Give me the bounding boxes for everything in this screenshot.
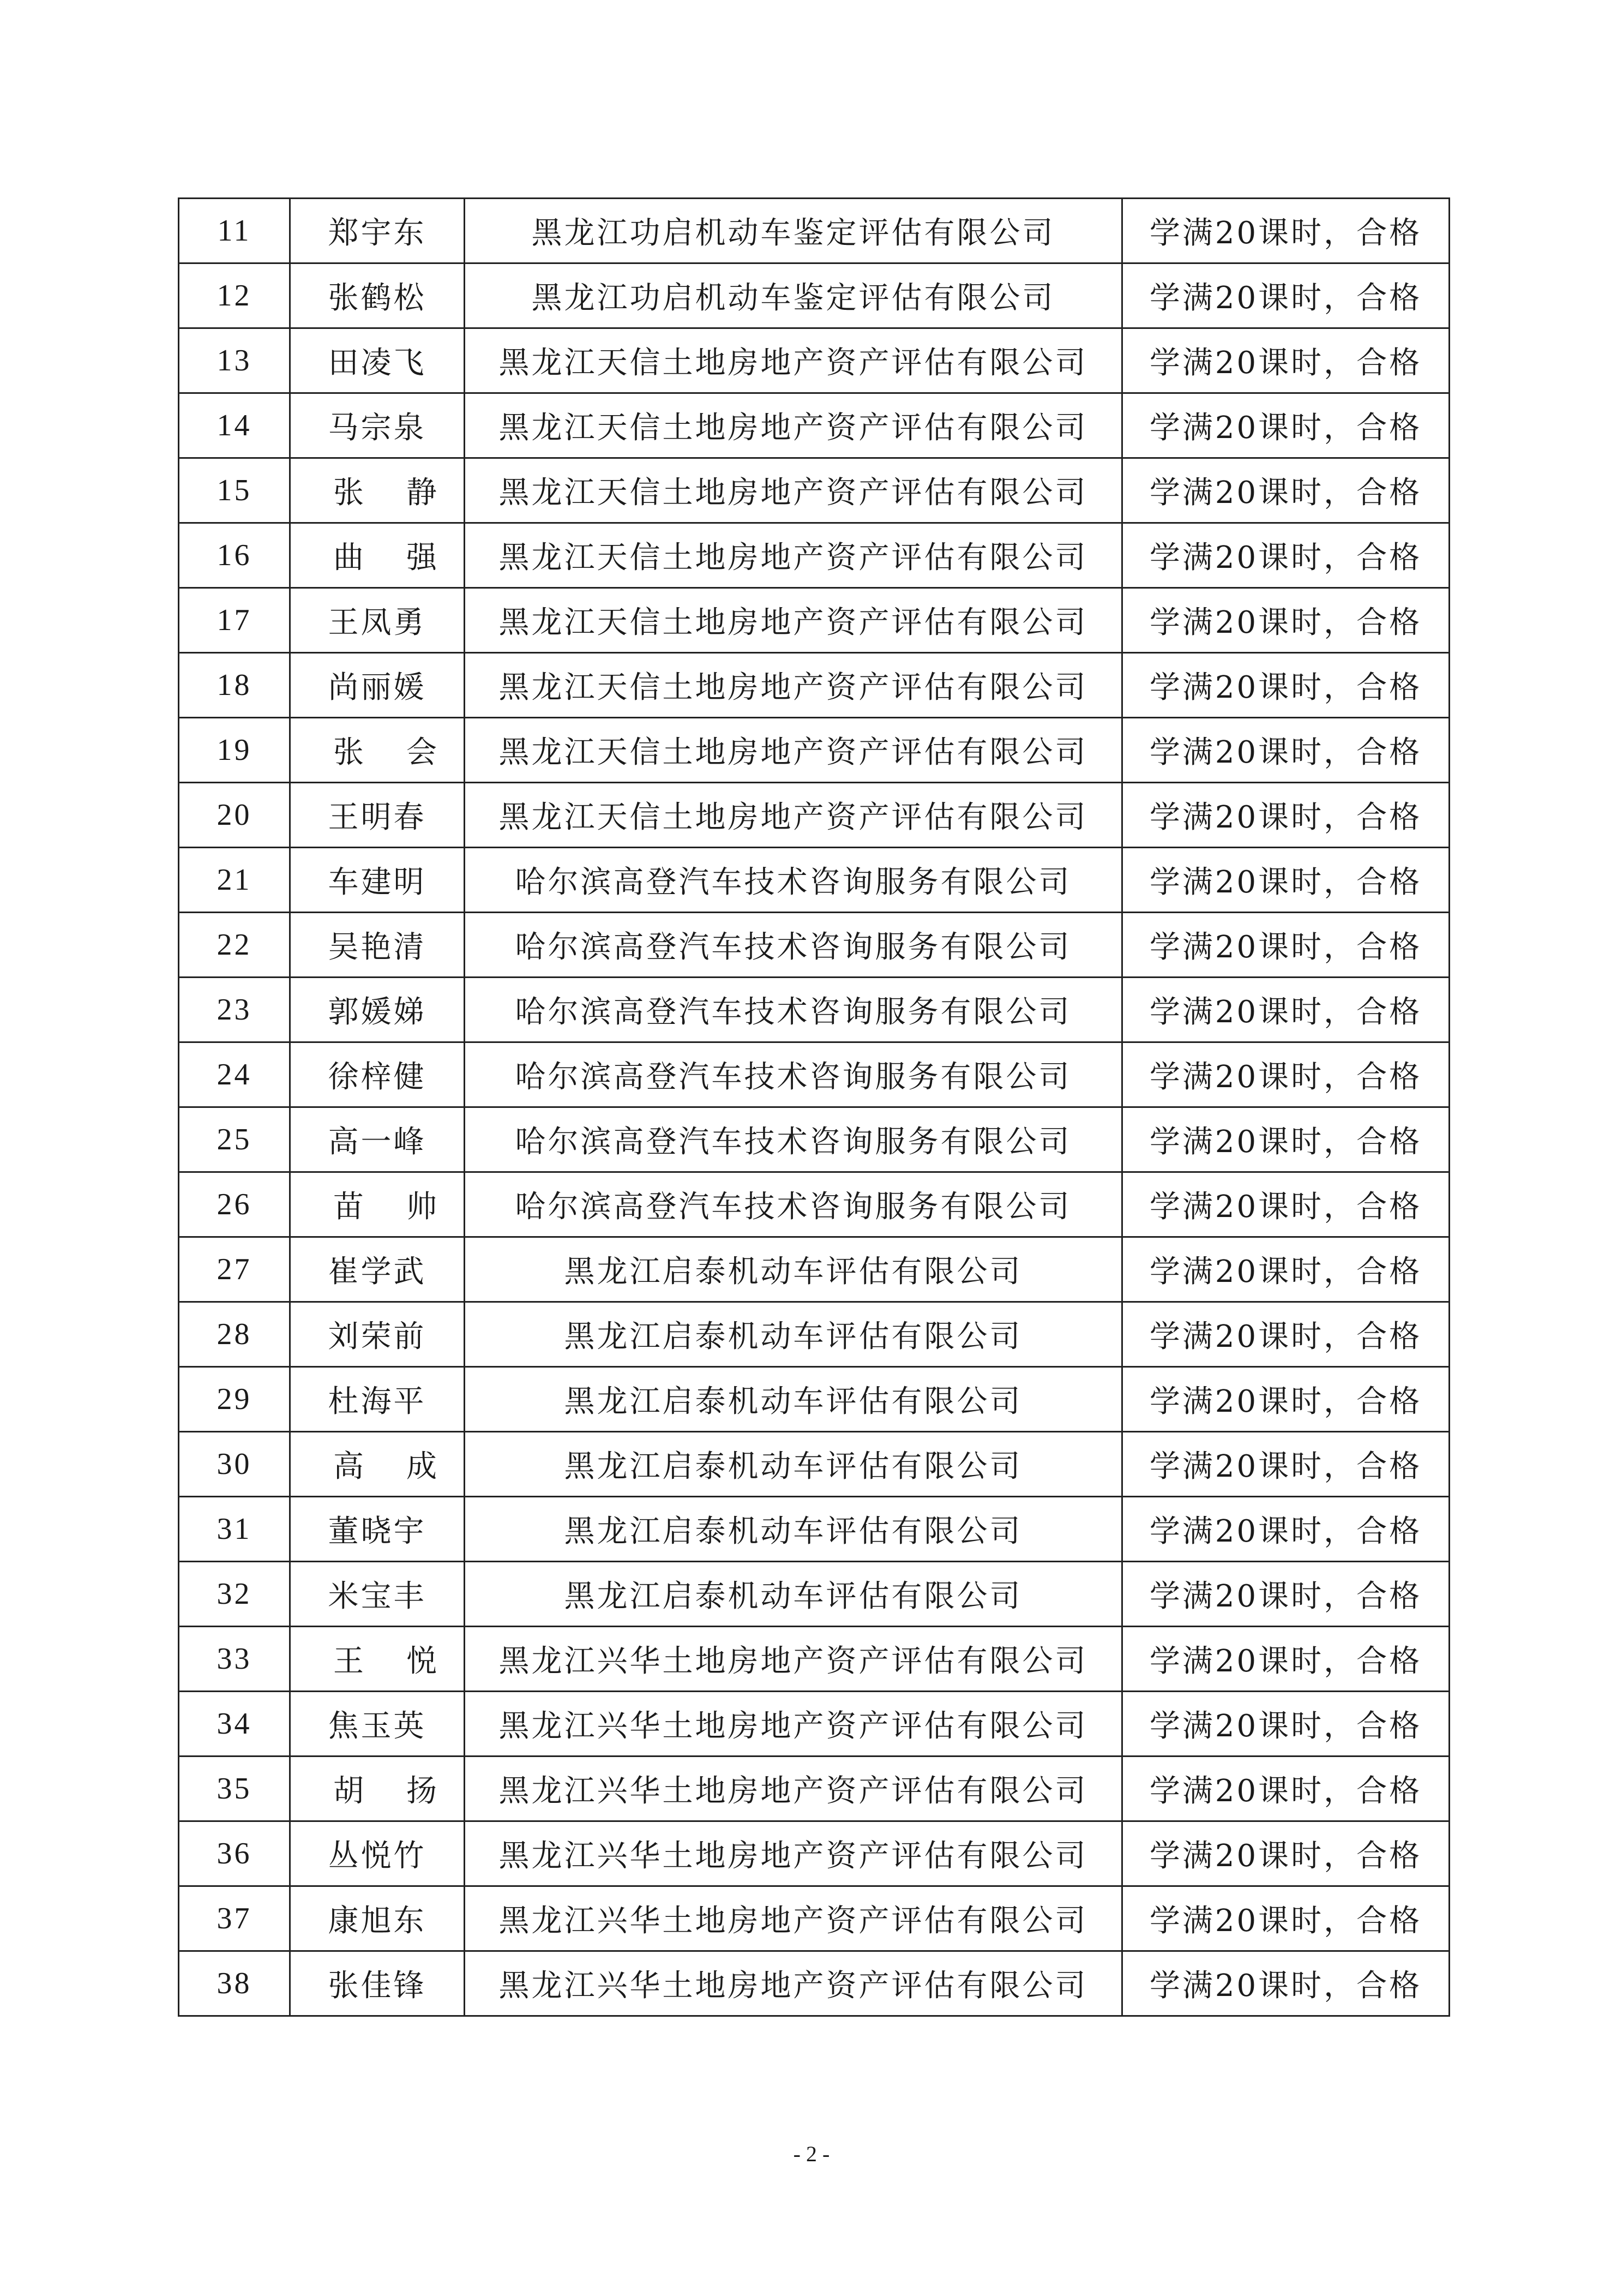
row-number-cell: 16 [179, 523, 290, 588]
organization-cell: 黑龙江天信土地房地产资产评估有限公司 [465, 783, 1122, 848]
trainee-name-cell: 王悦 [290, 1627, 465, 1692]
table-row [179, 913, 1450, 978]
organization-cell: 黑龙江天信土地房地产资产评估有限公司 [465, 588, 1122, 653]
training-status-cell: 学满20课时，合格 [1122, 1497, 1450, 1562]
table-row [179, 1757, 1450, 1821]
organization-cell: 黑龙江天信土地房地产资产评估有限公司 [465, 718, 1122, 783]
row-number-cell: 15 [179, 458, 290, 523]
row-number-cell: 33 [179, 1627, 290, 1692]
trainee-name-cell: 米宝丰 [290, 1562, 465, 1627]
trainee-name-cell: 曲强 [290, 523, 465, 588]
trainee-name-cell: 杜海平 [290, 1367, 465, 1432]
trainee-name-cell: 高成 [290, 1432, 465, 1497]
trainee-name-cell: 王明春 [290, 783, 465, 848]
table-row [179, 1821, 1450, 1886]
training-status-cell: 学满20课时，合格 [1122, 913, 1450, 978]
table-row [179, 1107, 1450, 1172]
table-row [179, 718, 1450, 783]
trainee-table [178, 197, 1450, 2017]
trainee-name-cell: 苗帅 [290, 1172, 465, 1237]
table-row [179, 1497, 1450, 1562]
trainee-name-cell: 车建明 [290, 848, 465, 913]
trainee-name-cell: 徐梓健 [290, 1042, 465, 1107]
table-row [179, 1432, 1450, 1497]
organization-cell: 黑龙江天信土地房地产资产评估有限公司 [465, 653, 1122, 718]
organization-cell: 黑龙江兴华土地房地产资产评估有限公司 [465, 1627, 1122, 1692]
row-number-cell: 17 [179, 588, 290, 653]
trainee-name-cell: 张静 [290, 458, 465, 523]
row-number-cell: 14 [179, 393, 290, 458]
organization-cell: 黑龙江启泰机动车评估有限公司 [465, 1237, 1122, 1302]
training-status-cell: 学满20课时，合格 [1122, 1302, 1450, 1367]
training-status-cell: 学满20课时，合格 [1122, 1107, 1450, 1172]
training-status-cell: 学满20课时，合格 [1122, 1237, 1450, 1302]
organization-cell: 黑龙江启泰机动车评估有限公司 [465, 1367, 1122, 1432]
organization-cell: 黑龙江天信土地房地产资产评估有限公司 [465, 393, 1122, 458]
organization-cell: 黑龙江兴华土地房地产资产评估有限公司 [465, 1886, 1122, 1951]
training-status-cell: 学满20课时，合格 [1122, 588, 1450, 653]
table-row [179, 1692, 1450, 1757]
trainee-name-cell: 吴艳清 [290, 913, 465, 978]
row-number-cell: 21 [179, 848, 290, 913]
organization-cell: 黑龙江功启机动车鉴定评估有限公司 [465, 263, 1122, 328]
trainee-name-cell: 郑宇东 [290, 199, 465, 263]
training-status-cell: 学满20课时，合格 [1122, 1886, 1450, 1951]
organization-cell: 黑龙江天信土地房地产资产评估有限公司 [465, 328, 1122, 393]
table-row [179, 1237, 1450, 1302]
training-status-cell: 学满20课时，合格 [1122, 1821, 1450, 1886]
table-row [179, 1172, 1450, 1237]
table-row [179, 1367, 1450, 1432]
training-status-cell: 学满20课时，合格 [1122, 1757, 1450, 1821]
organization-cell: 黑龙江兴华土地房地产资产评估有限公司 [465, 1757, 1122, 1821]
trainee-name-cell: 刘荣前 [290, 1302, 465, 1367]
trainee-name-cell: 董晓宇 [290, 1497, 465, 1562]
table-row [179, 978, 1450, 1042]
table-row [179, 1302, 1450, 1367]
table-row [179, 848, 1450, 913]
trainee-name-cell: 高一峰 [290, 1107, 465, 1172]
organization-cell: 黑龙江天信土地房地产资产评估有限公司 [465, 458, 1122, 523]
row-number-cell: 18 [179, 653, 290, 718]
trainee-name-cell: 田凌飞 [290, 328, 465, 393]
organization-cell: 哈尔滨高登汽车技术咨询服务有限公司 [465, 1042, 1122, 1107]
organization-cell: 黑龙江启泰机动车评估有限公司 [465, 1562, 1122, 1627]
organization-cell: 黑龙江兴华土地房地产资产评估有限公司 [465, 1692, 1122, 1757]
trainee-name-cell: 马宗泉 [290, 393, 465, 458]
trainee-name-cell: 张佳锋 [290, 1951, 465, 2016]
training-status-cell: 学满20课时，合格 [1122, 718, 1450, 783]
trainee-name-cell: 胡扬 [290, 1757, 465, 1821]
row-number-cell: 30 [179, 1432, 290, 1497]
training-status-cell: 学满20课时，合格 [1122, 783, 1450, 848]
trainee-table-body [179, 199, 1450, 2016]
table-row [179, 588, 1450, 653]
training-status-cell: 学满20课时，合格 [1122, 1692, 1450, 1757]
trainee-name-cell: 焦玉英 [290, 1692, 465, 1757]
organization-cell: 哈尔滨高登汽车技术咨询服务有限公司 [465, 848, 1122, 913]
row-number-cell: 11 [179, 199, 290, 263]
row-number-cell: 24 [179, 1042, 290, 1107]
organization-cell: 黑龙江兴华土地房地产资产评估有限公司 [465, 1821, 1122, 1886]
training-status-cell: 学满20课时，合格 [1122, 1172, 1450, 1237]
table-row [179, 1042, 1450, 1107]
row-number-cell: 35 [179, 1757, 290, 1821]
organization-cell: 黑龙江启泰机动车评估有限公司 [465, 1302, 1122, 1367]
row-number-cell: 29 [179, 1367, 290, 1432]
training-status-cell: 学满20课时，合格 [1122, 523, 1450, 588]
page-number: - 2 - [793, 2142, 830, 2166]
organization-cell: 黑龙江启泰机动车评估有限公司 [465, 1497, 1122, 1562]
organization-cell: 黑龙江天信土地房地产资产评估有限公司 [465, 523, 1122, 588]
table-row [179, 1886, 1450, 1951]
training-status-cell: 学满20课时，合格 [1122, 1432, 1450, 1497]
training-status-cell: 学满20课时，合格 [1122, 848, 1450, 913]
row-number-cell: 27 [179, 1237, 290, 1302]
table-row [179, 1951, 1450, 2016]
trainee-name-cell: 丛悦竹 [290, 1821, 465, 1886]
training-status-cell: 学满20课时，合格 [1122, 263, 1450, 328]
training-status-cell: 学满20课时，合格 [1122, 393, 1450, 458]
training-status-cell: 学满20课时，合格 [1122, 1367, 1450, 1432]
table-row [179, 1627, 1450, 1692]
row-number-cell: 23 [179, 978, 290, 1042]
training-status-cell: 学满20课时，合格 [1122, 199, 1450, 263]
row-number-cell: 25 [179, 1107, 290, 1172]
row-number-cell: 31 [179, 1497, 290, 1562]
table-row [179, 783, 1450, 848]
table-row [179, 328, 1450, 393]
training-status-cell: 学满20课时，合格 [1122, 328, 1450, 393]
row-number-cell: 20 [179, 783, 290, 848]
training-status-cell: 学满20课时，合格 [1122, 653, 1450, 718]
organization-cell: 哈尔滨高登汽车技术咨询服务有限公司 [465, 913, 1122, 978]
organization-cell: 哈尔滨高登汽车技术咨询服务有限公司 [465, 978, 1122, 1042]
trainee-name-cell: 张鹤松 [290, 263, 465, 328]
table-row [179, 523, 1450, 588]
table-row [179, 393, 1450, 458]
row-number-cell: 37 [179, 1886, 290, 1951]
row-number-cell: 22 [179, 913, 290, 978]
trainee-name-cell: 王凤勇 [290, 588, 465, 653]
row-number-cell: 12 [179, 263, 290, 328]
organization-cell: 黑龙江兴华土地房地产资产评估有限公司 [465, 1951, 1122, 2016]
table-row [179, 263, 1450, 328]
row-number-cell: 34 [179, 1692, 290, 1757]
trainee-name-cell: 崔学武 [290, 1237, 465, 1302]
row-number-cell: 36 [179, 1821, 290, 1886]
row-number-cell: 19 [179, 718, 290, 783]
table-row [179, 199, 1450, 263]
row-number-cell: 28 [179, 1302, 290, 1367]
trainee-name-cell: 郭媛娣 [290, 978, 465, 1042]
organization-cell: 哈尔滨高登汽车技术咨询服务有限公司 [465, 1172, 1122, 1237]
trainee-name-cell: 康旭东 [290, 1886, 465, 1951]
trainee-name-cell: 尚丽媛 [290, 653, 465, 718]
row-number-cell: 13 [179, 328, 290, 393]
training-status-cell: 学满20课时，合格 [1122, 1042, 1450, 1107]
table-row [179, 653, 1450, 718]
organization-cell: 哈尔滨高登汽车技术咨询服务有限公司 [465, 1107, 1122, 1172]
training-status-cell: 学满20课时，合格 [1122, 1951, 1450, 2016]
training-status-cell: 学满20课时，合格 [1122, 1627, 1450, 1692]
table-row [179, 1562, 1450, 1627]
training-status-cell: 学满20课时，合格 [1122, 458, 1450, 523]
organization-cell: 黑龙江启泰机动车评估有限公司 [465, 1432, 1122, 1497]
row-number-cell: 38 [179, 1951, 290, 2016]
training-status-cell: 学满20课时，合格 [1122, 978, 1450, 1042]
row-number-cell: 32 [179, 1562, 290, 1627]
table-row [179, 458, 1450, 523]
organization-cell: 黑龙江功启机动车鉴定评估有限公司 [465, 199, 1122, 263]
training-status-cell: 学满20课时，合格 [1122, 1562, 1450, 1627]
trainee-name-cell: 张会 [290, 718, 465, 783]
row-number-cell: 26 [179, 1172, 290, 1237]
